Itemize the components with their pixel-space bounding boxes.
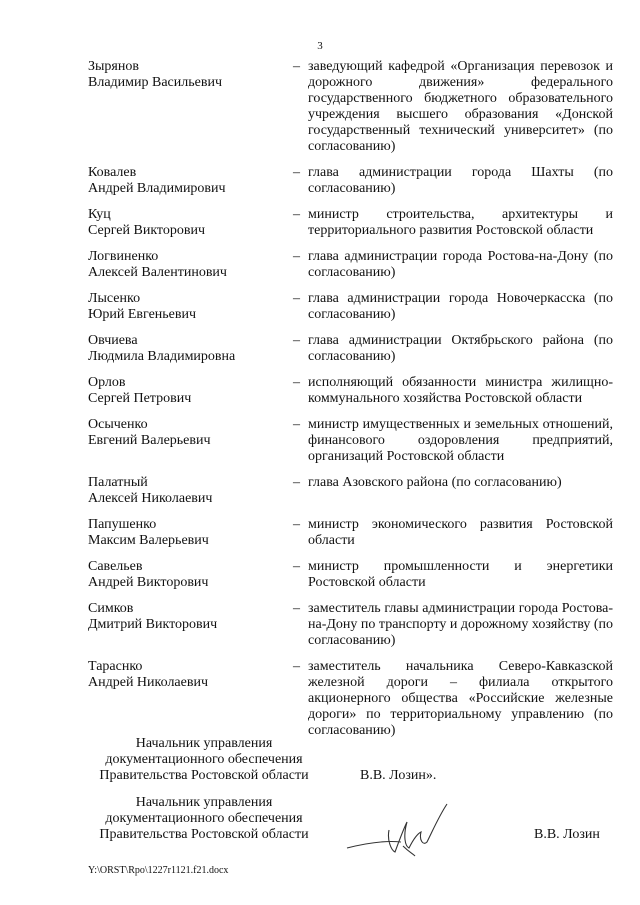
member-position: министр имущественных и земельных отношений, финансового оздоровления предприятий, организаций Ростовской области: [308, 417, 613, 464]
member-position: глава администрации города Шахты (по согласованию): [308, 165, 613, 196]
member-name: [88, 249, 288, 281]
member-entry: [88, 207, 613, 239]
member-name: [88, 659, 288, 739]
member-name: [88, 165, 288, 197]
member-last-name: Тараснко: [88, 659, 143, 674]
member-name: [88, 375, 288, 407]
signature-title-line: Правительства Ростовской области: [99, 768, 309, 783]
dash-separator: –: [293, 207, 300, 222]
member-last-name: Симков: [88, 601, 134, 616]
member-entry: [88, 517, 613, 549]
member-first-name: Андрей Владимирович: [88, 181, 226, 196]
member-entry: [88, 375, 613, 407]
handwritten-signature: [343, 800, 453, 860]
member-last-name: Палатный: [88, 475, 148, 490]
member-position: министр экономического развития Ростовской области: [308, 517, 613, 548]
signature-title-line: документационного обеспечения: [105, 752, 303, 767]
member-last-name: Орлов: [88, 375, 126, 390]
member-last-name: Лысенко: [88, 291, 141, 306]
signature-title-line: Начальник управления: [135, 795, 273, 810]
member-first-name: Алексей Николаевич: [88, 491, 213, 506]
member-first-name: Андрей Викторович: [88, 575, 209, 590]
signature-title-line: Правительства Ростовской области: [99, 827, 309, 842]
dash-separator: –: [293, 249, 300, 264]
member-name: [88, 517, 288, 549]
member-first-name: Андрей Николаевич: [88, 675, 208, 690]
member-entry: [88, 59, 613, 155]
member-position: заместитель главы администрации города Ростова-на-Дону по транспорту и дорожному хозяйству (по согласованию): [308, 601, 613, 648]
member-last-name: Осыченко: [88, 417, 148, 432]
member-list: [88, 59, 613, 749]
member-position: глава администрации города Новочеркасска (по согласованию): [308, 291, 613, 322]
member-name: [88, 601, 288, 649]
member-entry: [88, 249, 613, 281]
member-position: министр промышленности и энергетики Ростовской области: [308, 559, 613, 590]
member-last-name: Савельев: [88, 559, 143, 574]
member-entry: [88, 659, 613, 739]
member-position: глава Азовского района (по согласованию): [308, 475, 562, 490]
signature-title-line: Начальник управления: [135, 736, 273, 751]
member-name: [88, 475, 288, 507]
member-position: министр строительства, архитектуры и территориального развития Ростовской области: [308, 207, 613, 238]
member-last-name: Зырянов: [88, 59, 139, 74]
member-first-name: Людмила Владимировна: [88, 349, 236, 364]
member-first-name: Владимир Васильевич: [88, 75, 222, 90]
member-first-name: Алексей Валентинович: [88, 265, 227, 280]
member-first-name: Сергей Петрович: [88, 391, 192, 406]
member-entry: [88, 165, 613, 197]
dash-separator: –: [293, 559, 300, 574]
signature-title-line: документационного обеспечения: [105, 811, 303, 826]
member-last-name: Овчиева: [88, 333, 138, 348]
member-position: глава администрации города Ростова-на-Дону (по согласованию): [308, 249, 613, 280]
member-entry: [88, 417, 613, 465]
member-entry: [88, 475, 613, 507]
member-last-name: Ковалев: [88, 165, 137, 180]
member-name: [88, 207, 288, 239]
dash-separator: –: [293, 417, 300, 432]
member-entry: [88, 291, 613, 323]
signatory-name: В.В. Лозин: [534, 827, 600, 842]
member-last-name: Логвиненко: [88, 249, 159, 264]
signature-block-1: [88, 736, 613, 784]
member-name: [88, 59, 288, 155]
member-first-name: Сергей Викторович: [88, 223, 206, 238]
member-last-name: Папушенко: [88, 517, 157, 532]
dash-separator: –: [293, 517, 300, 532]
signatory-name: В.В. Лозин».: [360, 768, 437, 783]
member-name: [88, 417, 288, 465]
member-position: заведующий кафедрой «Организация перевозок и дорожного движения» федерального государственного бюджетного образовательного учреждения высшего образования «Донской государственный технический университет» (по согласованию): [308, 59, 613, 154]
member-first-name: Максим Валерьевич: [88, 533, 209, 548]
dash-separator: –: [293, 333, 300, 348]
member-name: [88, 291, 288, 323]
member-name: [88, 559, 288, 591]
member-entry: [88, 601, 613, 649]
dash-separator: –: [293, 165, 300, 180]
file-path: Y:\ORST\Rpo\1227r1121.f21.docx: [88, 865, 229, 876]
member-last-name: Куц: [88, 207, 111, 222]
dash-separator: –: [293, 375, 300, 390]
member-entry: [88, 333, 613, 365]
member-first-name: Юрий Евгеньевич: [88, 307, 197, 322]
member-position: заместитель начальника Северо-Кавказской железной дороги – филиала открытого акционерного общества «Российские железные дороги» по территориальному управлению (по согласованию): [308, 659, 613, 738]
member-name: [88, 333, 288, 365]
member-first-name: Дмитрий Викторович: [88, 617, 218, 632]
dash-separator: –: [293, 291, 300, 306]
dash-separator: –: [293, 601, 300, 616]
page-number: 3: [317, 40, 323, 52]
dash-separator: –: [293, 659, 300, 674]
member-entry: [88, 559, 613, 591]
member-position: глава администрации Октябрьского района (по согласованию): [308, 333, 613, 364]
dash-separator: –: [293, 475, 300, 490]
member-first-name: Евгений Валерьевич: [88, 433, 211, 448]
dash-separator: –: [293, 59, 300, 74]
member-position: исполняющий обязанности министра жилищно-коммунального хозяйства Ростовской области: [308, 375, 613, 406]
